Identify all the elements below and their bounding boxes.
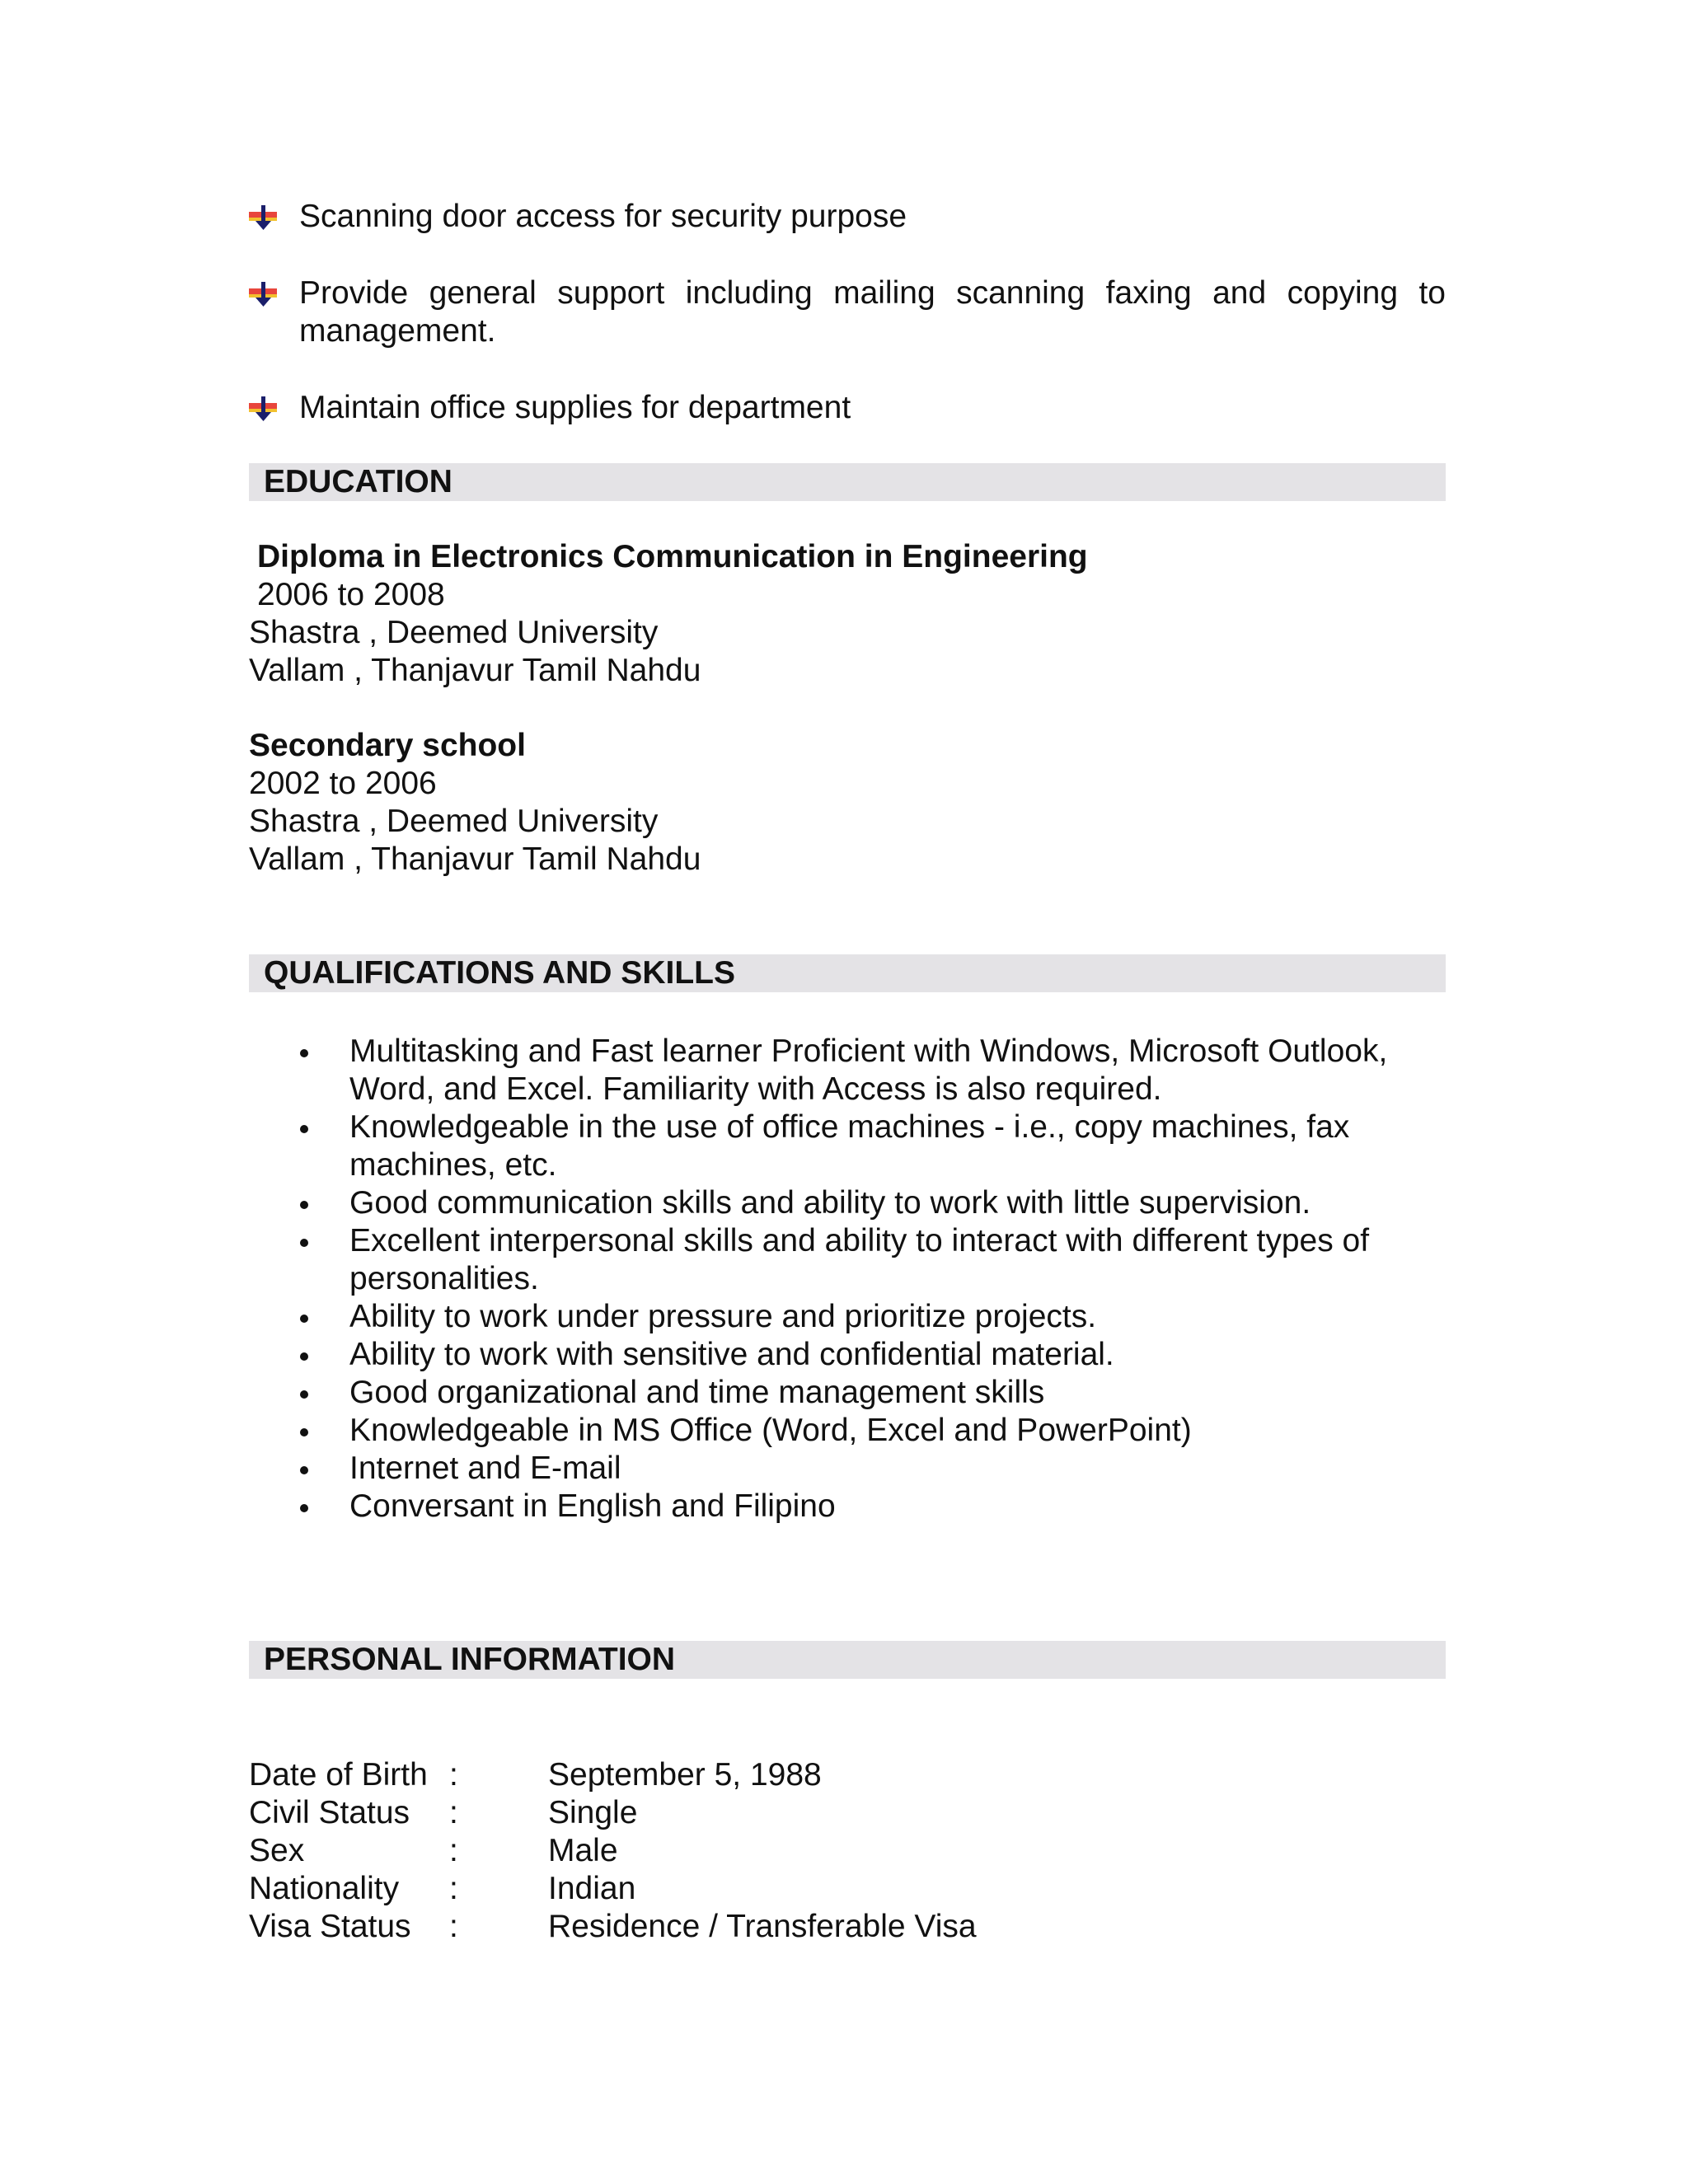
skill-item (249, 1222, 1446, 1298)
personal-row-nationality (249, 1870, 1446, 1908)
duty-item (249, 198, 1446, 236)
personal-row-civil-status (249, 1794, 1446, 1832)
skill-text: Excellent interpersonal skills and ability to interact with different types of personalities. (349, 1223, 1370, 1296)
personal-row-sex (249, 1832, 1446, 1870)
round-bullet-icon (300, 1390, 308, 1399)
personal-value: Male (548, 1833, 618, 1868)
skills-list (249, 1033, 1446, 1526)
personal-colon: : (449, 1871, 458, 1906)
round-bullet-icon (300, 1125, 308, 1133)
personal-colon: : (449, 1757, 458, 1793)
skill-item (249, 1374, 1446, 1412)
skill-text: Good communication skills and ability to work with little supervision. (349, 1185, 1311, 1221)
personal-value: Indian (548, 1871, 636, 1906)
skill-item (249, 1488, 1446, 1526)
skill-text: Knowledgeable in the use of office machines - i.e., copy machines, fax machines, etc. (349, 1109, 1350, 1183)
education-title: Diploma in Electronics Communication in Engineering (257, 539, 1088, 574)
skill-text: Knowledgeable in MS Office (Word, Excel and PowerPoint) (349, 1413, 1192, 1448)
personal-colon: : (449, 1795, 458, 1830)
education-years: 2006 to 2008 (257, 577, 445, 612)
round-bullet-icon (300, 1239, 308, 1247)
duty-item (249, 274, 1446, 350)
down-arrow-bullet-icon (249, 282, 277, 307)
duty-text: Provide general support including mailing scanning faxing and copying to management. (299, 275, 1446, 349)
skill-item (249, 1298, 1446, 1336)
education-location: Vallam , Thanjavur Tamil Nahdu (249, 841, 701, 877)
skill-text: Internet and E-mail (349, 1451, 621, 1486)
education-institution: Shastra , Deemed University (249, 615, 659, 650)
round-bullet-icon (300, 1352, 308, 1361)
personal-value: September 5, 1988 (548, 1757, 822, 1793)
education-entry-diploma (249, 538, 1446, 690)
education-years: 2002 to 2006 (249, 766, 437, 801)
skill-item (249, 1336, 1446, 1374)
duty-text: Scanning door access for security purpose (299, 199, 907, 234)
skill-item (249, 1033, 1446, 1108)
round-bullet-icon (300, 1315, 308, 1323)
skill-text: Good organizational and time management skills (349, 1375, 1045, 1410)
skill-text: Ability to work with sensitive and confidential material. (349, 1337, 1114, 1372)
personal-label: Sex (249, 1833, 305, 1868)
education-institution: Shastra , Deemed University (249, 804, 659, 839)
personal-row-dob (249, 1756, 1446, 1794)
education-location: Vallam , Thanjavur Tamil Nahdu (249, 653, 701, 688)
education-entry-secondary (249, 727, 1446, 879)
personal-header: PERSONAL INFORMATION (249, 1641, 1446, 1679)
personal-colon: : (449, 1909, 458, 1944)
skill-text: Ability to work under pressure and prioritize projects. (349, 1299, 1097, 1334)
skill-text: Multitasking and Fast learner Proficient with Windows, Microsoft Outlook, Word, and Excel. Familiarity with Access is also required. (349, 1033, 1388, 1107)
duties-list (249, 198, 1446, 427)
personal-info-table (249, 1756, 1446, 1946)
round-bullet-icon (300, 1428, 308, 1436)
personal-colon: : (449, 1833, 458, 1868)
personal-label: Date of Birth (249, 1757, 428, 1793)
skill-item (249, 1184, 1446, 1222)
round-bullet-icon (300, 1201, 308, 1209)
duty-text: Maintain office supplies for department (299, 390, 851, 425)
down-arrow-bullet-icon (249, 205, 277, 230)
skill-item (249, 1412, 1446, 1450)
personal-label: Visa Status (249, 1909, 411, 1944)
education-header: EDUCATION (249, 463, 1446, 501)
skill-item (249, 1108, 1446, 1184)
personal-label: Civil Status (249, 1795, 410, 1830)
round-bullet-icon (300, 1466, 308, 1474)
down-arrow-bullet-icon (249, 396, 277, 421)
personal-value: Residence / Transferable Visa (548, 1909, 977, 1944)
personal-label: Nationality (249, 1871, 400, 1906)
round-bullet-icon (300, 1504, 308, 1512)
round-bullet-icon (300, 1049, 308, 1057)
personal-row-visa-status (249, 1908, 1446, 1946)
skill-text: Conversant in English and Filipino (349, 1488, 836, 1524)
duty-item (249, 389, 1446, 427)
personal-value: Single (548, 1795, 638, 1830)
education-title: Secondary school (249, 728, 526, 763)
resume-page (249, 198, 1446, 1946)
skill-item (249, 1450, 1446, 1488)
skills-header: QUALIFICATIONS AND SKILLS (249, 954, 1446, 992)
